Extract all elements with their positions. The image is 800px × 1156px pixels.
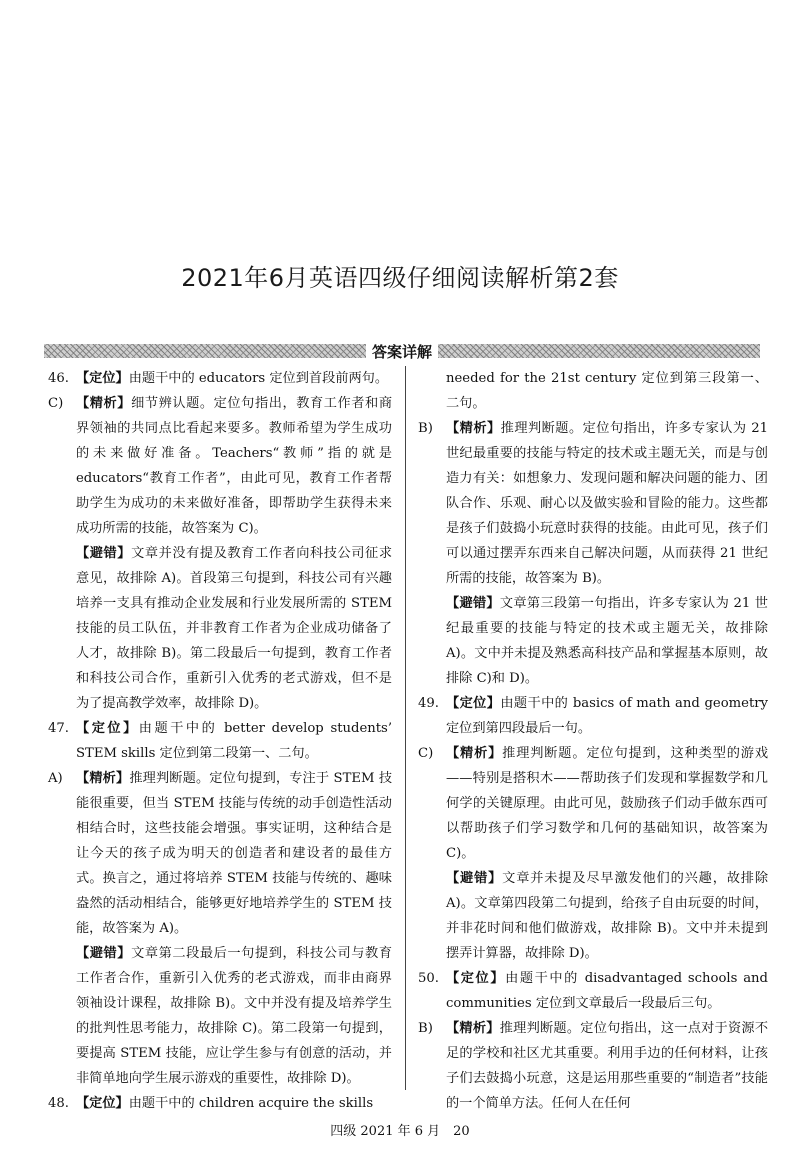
section-tag: 【避错】 — [446, 596, 500, 611]
paragraph — [418, 366, 768, 416]
paragraph — [418, 691, 768, 741]
paragraph — [418, 1016, 768, 1116]
section-tag: 【避错】 — [76, 546, 132, 561]
paragraph-text: 文章第三段第一句指出，许多专家认为 21 世纪最重要的技能与特定的技术或主题无关，故排除 A)。文中并未提及熟悉高科技产品和掌握基本原则，故排除 C)和 D)。 — [446, 596, 768, 686]
paragraph — [48, 541, 392, 716]
paragraph-text: 文章并未提及尽早激发他们的兴趣，故排除 A)。文章第四段第二句提到，给孩子自由玩耍的时间，并非花时间和他们做游戏，故排除 B)。文中并未提到摆弄计算器，故排除 D)。 — [446, 871, 769, 961]
column-divider — [405, 366, 406, 1090]
section-tag: 【精析】 — [446, 1021, 500, 1036]
paragraph — [48, 941, 392, 1091]
paragraph-text: 推理判断题。定位句指出，这一点对于资源不足的学校和社区尤其重要。利用手边的任何材料，让孩子们去鼓捣小玩意，这是运用那些重要的“制造者”技能的一个简单方法。任何人在任何 — [446, 1021, 769, 1111]
section-tag: 【定位】 — [76, 721, 139, 736]
banner-label: 答案详解 — [372, 342, 433, 361]
paragraph-text: 推理判断题。定位句提到，专注于 STEM 技能很重要，但当 STEM 技能与传统的动手创造性活动相结合时，这些技能会增强。事实证明，这种结合是让今天的孩子成为明天的创造者和建设者的最佳方式。换言之，通过将培养 STEM 技能与传统的、趣味盎然的活动相结合，能够更好地培养学生的 STEM 技能，故答案为 A)。 — [76, 771, 393, 936]
section-tag: 【精析】 — [446, 746, 503, 761]
paragraph — [48, 766, 392, 941]
page-title: 2021年6月英语四级仔细阅读解析第2套 — [181, 264, 619, 292]
paragraph — [418, 741, 768, 866]
section-tag: 【避错】 — [76, 946, 132, 961]
section-tag: 【精析】 — [76, 396, 132, 411]
right-column — [418, 366, 768, 1116]
paragraph — [418, 866, 768, 966]
section-tag: 【定位】 — [76, 371, 129, 386]
item-number: 49. — [418, 696, 439, 711]
paragraph — [418, 591, 768, 691]
answer-letter: C) — [418, 746, 434, 761]
paragraph-text: 细节辨认题。定位句指出，教育工作者和商界领袖的共同点比看起来要多。教师希望为学生成功的未来做好准备。Teachers“教师”指的就是 educators“教育工作者”，由此可见，教育工作者帮助学生为成功的未来做好准备，即帮助学生获得未来成功所需的技能，故答案为 C)。 — [76, 396, 393, 536]
paragraph-text: needed for the 21st century 定位到第三段第一、二句。 — [446, 371, 768, 411]
section-tag: 【定位】 — [76, 1096, 129, 1111]
paragraph — [48, 391, 392, 541]
answer-letter: B) — [418, 1021, 433, 1036]
paragraph — [48, 716, 392, 766]
page-footer: 四级 2021 年 6 月 20 — [330, 1124, 470, 1139]
answer-letter: C) — [48, 396, 64, 411]
paragraph — [48, 1091, 392, 1116]
paragraph-text: 由题干中的 better develop students’ STEM skills 定位到第二段第一、二句。 — [76, 721, 393, 761]
section-tag: 【定位】 — [446, 971, 506, 986]
left-column — [48, 366, 392, 1116]
paragraph-text: 推理判断题。定位句指出，许多专家认为 21 世纪最重要的技能与特定的技术或主题无关，而是与创造力有关：如想象力、发现问题和解决问题的能力、团队合作、乐观、耐心以及做实验和冒险的能力。这些都是孩子们鼓捣小玩意时获得的技能。由此可见，孩子们可以通过摆弄东西来自己解决问题，从而获得 21 世纪所需的技能，故答案为 B)。 — [446, 421, 768, 586]
section-tag: 【精析】 — [446, 421, 501, 436]
paragraph — [418, 416, 768, 591]
item-number: 46. — [48, 371, 69, 386]
item-number: 47. — [48, 721, 69, 736]
section-tag: 【避错】 — [446, 871, 503, 886]
answer-letter: A) — [48, 771, 63, 786]
answer-letter: B) — [418, 421, 433, 436]
section-tag: 【定位】 — [446, 696, 501, 711]
paragraph — [48, 366, 392, 391]
banner-pattern-left — [44, 344, 366, 358]
paragraph-text: 由题干中的 children acquire the skills — [128, 1096, 374, 1111]
item-number: 48. — [48, 1096, 69, 1111]
paragraph — [418, 966, 768, 1016]
paragraph-text: 由题干中的 educators 定位到首段前两句。 — [128, 371, 389, 386]
paragraph-text: 由题干中的 basics of math and geometry 定位到第四段最后一句。 — [446, 696, 768, 736]
section-tag: 【精析】 — [76, 771, 130, 786]
answer-banner — [44, 340, 760, 362]
paragraph-text: 文章第二段最后一句提到，科技公司与教育工作者合作，重新引入优秀的老式游戏，而非由商界领袖设计课程，故排除 B)。文中并没有提及培养学生的批判性思考能力，故排除 C)。第二段第一句提到，要提高 STEM 技能，应让学生参与有创意的活动，并非简单地向学生展示游戏的重要性，故排除 D)。 — [76, 946, 393, 1086]
banner-pattern-right — [438, 344, 760, 358]
paragraph-text: 推理判断题。定位句提到，这种类型的游戏——特别是搭积木——帮助孩子们发现和掌握数学和几何学的关键原理。由此可见，鼓励孩子们动手做东西可以帮助孩子们学习数学和几何的基础知识，故答案为 C)。 — [446, 746, 769, 861]
item-number: 50. — [418, 971, 439, 986]
paragraph-text: 由题干中的 disadvantaged schools and communities 定位到文章最后一段最后三句。 — [446, 971, 768, 1011]
paragraph-text: 文章并没有提及教育工作者向科技公司征求意见，故排除 A)。首段第三句提到，科技公司有兴趣培养一支具有推动企业发展和行业发展所需的 STEM 技能的员工队伍，并非教育工作者为企业成功储备了人才，故排除 B)。第二段最后一句提到，教育工作者和科技公司合作，重新引入优秀的老式游戏，但不是为了提高教学效率，故排除 D)。 — [76, 546, 393, 711]
